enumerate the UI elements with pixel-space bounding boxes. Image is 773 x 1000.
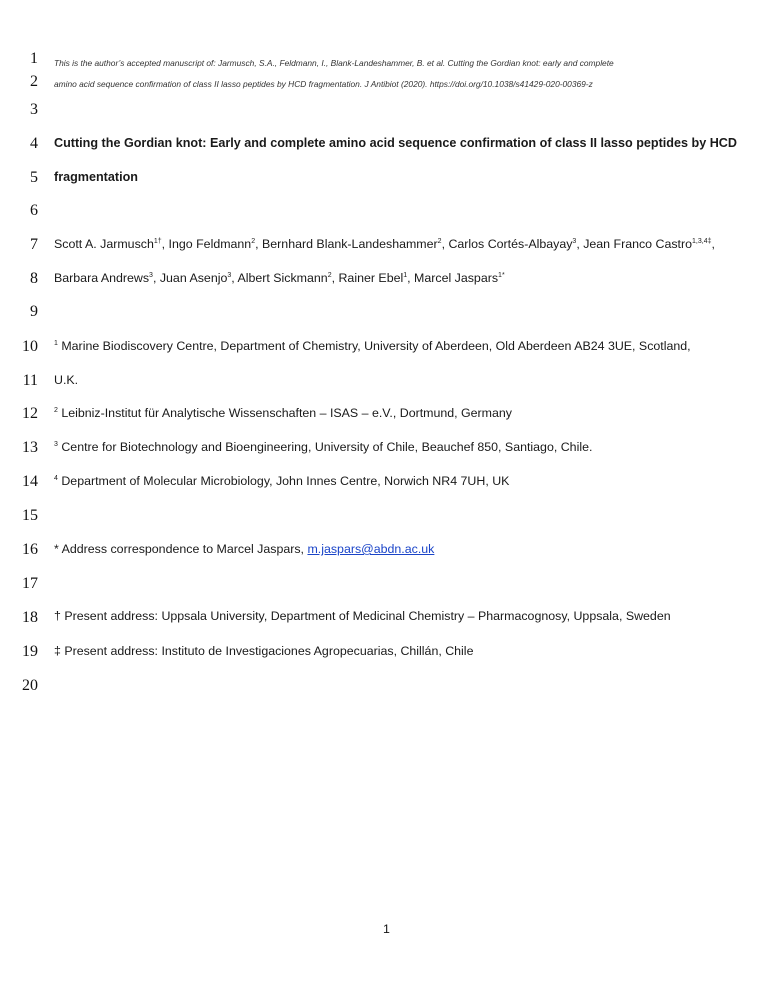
author-name: Jean Franco Castro xyxy=(583,237,693,251)
author-name: Bernhard Blank-Landeshammer xyxy=(262,237,438,251)
line-number: 16 xyxy=(22,541,38,558)
author-affiliation-marker: 1† xyxy=(153,238,162,245)
line-number: 1 xyxy=(30,50,38,67)
author-name: Marcel Jaspars xyxy=(414,271,499,285)
affiliation-marker: 2 xyxy=(54,407,58,414)
author-affiliation-marker: 1 xyxy=(403,272,408,279)
author-separator: , xyxy=(711,237,715,251)
line-number: 8 xyxy=(30,270,38,287)
author-name: Rainer Ebel xyxy=(338,271,404,285)
author-affiliation-marker: 2 xyxy=(327,272,332,279)
line-number: 10 xyxy=(22,338,38,355)
present-address-2: ‡ Present address: Instituto de Investigaciones Agropecuarias, Chillán, Chile xyxy=(54,644,474,658)
line-number: 7 xyxy=(30,236,38,253)
author-affiliation-marker: 1* xyxy=(498,272,505,279)
author-name: Carlos Cortés-Albayay xyxy=(448,237,573,251)
paper-title-line1: Cutting the Gordian knot: Early and complete amino acid sequence confirmation of class II lasso peptides by HCD xyxy=(54,136,737,150)
page-number: 1 xyxy=(383,922,390,936)
line-number: 4 xyxy=(30,135,38,152)
author-separator: , xyxy=(576,237,584,251)
line-number: 12 xyxy=(22,405,38,422)
affiliation-text: Department of Molecular Microbiology, John Innes Centre, Norwich NR4 7UH, UK xyxy=(57,474,510,488)
author-separator: , xyxy=(407,271,415,285)
affiliation-marker: 4 xyxy=(54,475,58,482)
line-number: 19 xyxy=(22,643,38,660)
affiliation-marker: 1 xyxy=(54,340,58,347)
line-number: 15 xyxy=(22,507,38,524)
author-separator: , xyxy=(331,271,339,285)
author-affiliation-marker: 3 xyxy=(227,272,232,279)
correspondence-email-link[interactable]: m.jaspars@abdn.ac.uk xyxy=(307,542,435,556)
affiliation-4 xyxy=(54,473,733,489)
affiliation-1-continued: U.K. xyxy=(54,373,79,387)
affiliation-2 xyxy=(54,405,733,421)
correspondence-text: * Address correspondence to Marcel Jaspars, xyxy=(54,542,308,556)
affiliation-text: Leibniz-Institut für Analytische Wissenschaften – ISAS – e.V., Dortmund, Germany xyxy=(57,406,512,420)
author-name: Scott A. Jarmusch xyxy=(54,237,154,251)
line-number: 11 xyxy=(22,372,38,389)
line-number: 6 xyxy=(30,202,38,219)
line-number: 20 xyxy=(22,677,38,694)
author-separator: , xyxy=(441,237,449,251)
paper-title-line2: fragmentation xyxy=(54,170,138,184)
author-name: Ingo Feldmann xyxy=(168,237,252,251)
author-separator: , xyxy=(161,237,169,251)
author-separator: , xyxy=(152,271,160,285)
authors-line2 xyxy=(54,270,733,286)
author-name: Barbara Andrews xyxy=(54,271,150,285)
line-number: 5 xyxy=(30,169,38,186)
authors-line1 xyxy=(54,236,733,252)
affiliation-text: Marine Biodiscovery Centre, Department of Chemistry, University of Aberdeen, Old Aberdeen AB24 3UE, Scotland, xyxy=(57,339,691,353)
manuscript-note-line1: This is the author’s accepted manuscript of: Jarmusch, S.A., Feldmann, I., Blank-Landeshammer, B. et al. Cutting the Gordian knot: early and complete xyxy=(54,58,614,68)
affiliation-marker: 3 xyxy=(54,441,58,448)
affiliation-text: Centre for Biotechnology and Bioengineering, University of Chile, Beauchef 850, Santiago, Chile. xyxy=(57,440,593,454)
correspondence xyxy=(54,541,733,557)
author-affiliation-marker: 2 xyxy=(251,238,256,245)
line-number: 9 xyxy=(30,303,38,320)
line-number: 18 xyxy=(22,609,38,626)
author-affiliation-marker: 3 xyxy=(572,238,577,245)
manuscript-note-line2: amino acid sequence confirmation of class II lasso peptides by HCD fragmentation. J Antibiot (2020). https://doi.org/10.1038/s41429-020-00369-z xyxy=(54,79,593,89)
line-number: 3 xyxy=(30,101,38,118)
author-separator: , xyxy=(255,237,263,251)
line-number: 2 xyxy=(30,73,38,90)
author-name: Juan Asenjo xyxy=(159,271,228,285)
author-name: Albert Sickmann xyxy=(237,271,328,285)
present-address-1: † Present address: Uppsala University, Department of Medicinal Chemistry – Pharmacognosy, Uppsala, Sweden xyxy=(54,609,671,623)
line-number: 14 xyxy=(22,473,38,490)
author-separator: , xyxy=(231,271,238,285)
author-affiliation-marker: 2 xyxy=(437,238,442,245)
line-number: 13 xyxy=(22,439,38,456)
affiliation-3 xyxy=(54,439,733,455)
author-affiliation-marker: 1,3,4‡ xyxy=(692,238,712,245)
line-number: 17 xyxy=(22,575,38,592)
affiliation-1 xyxy=(54,338,733,354)
author-affiliation-marker: 3 xyxy=(149,272,153,279)
